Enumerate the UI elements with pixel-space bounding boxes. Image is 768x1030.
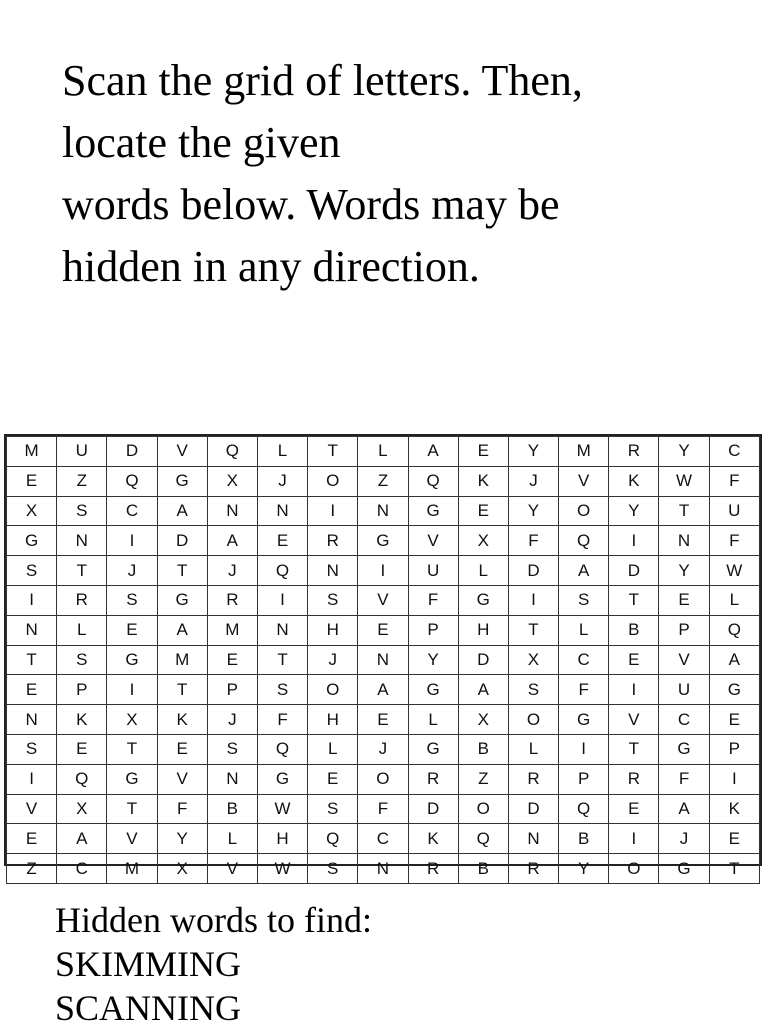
grid-cell[interactable]: A — [157, 615, 207, 645]
grid-cell[interactable]: X — [57, 794, 107, 824]
grid-cell[interactable]: E — [709, 824, 759, 854]
grid-cell[interactable]: Q — [308, 824, 358, 854]
grid-cell[interactable]: E — [709, 705, 759, 735]
grid-cell[interactable]: F — [157, 794, 207, 824]
grid-cell[interactable]: B — [609, 615, 659, 645]
grid-cell[interactable]: S — [107, 585, 157, 615]
grid-cell[interactable]: F — [709, 526, 759, 556]
instruction-line: hidden in any direction. — [62, 242, 480, 291]
word-list-item: SKIMMING — [55, 944, 242, 984]
grid-cell[interactable]: T — [709, 854, 759, 884]
grid-cell[interactable]: C — [659, 705, 709, 735]
letter-grid-table — [6, 436, 760, 884]
grid-cell[interactable]: G — [157, 466, 207, 496]
grid-cell[interactable]: L — [308, 734, 358, 764]
grid-cell[interactable]: U — [408, 556, 458, 586]
grid-cell[interactable]: U — [709, 496, 759, 526]
grid-cell[interactable]: L — [207, 824, 257, 854]
grid-cell[interactable]: Q — [559, 526, 609, 556]
grid-cell[interactable]: R — [609, 437, 659, 467]
grid-cell[interactable]: T — [609, 734, 659, 764]
grid-cell[interactable]: L — [508, 734, 558, 764]
grid-cell[interactable]: Y — [559, 854, 609, 884]
grid-cell[interactable]: V — [207, 854, 257, 884]
grid-cell[interactable]: A — [559, 556, 609, 586]
grid-cell[interactable]: X — [458, 526, 508, 556]
grid-cell[interactable]: E — [7, 675, 57, 705]
grid-cell[interactable]: T — [7, 645, 57, 675]
grid-cell[interactable]: V — [659, 645, 709, 675]
grid-cell[interactable]: N — [207, 496, 257, 526]
grid-cell[interactable]: L — [709, 585, 759, 615]
grid-cell[interactable]: O — [559, 496, 609, 526]
grid-cell[interactable]: A — [157, 496, 207, 526]
grid-row — [7, 615, 760, 645]
grid-cell[interactable]: O — [308, 675, 358, 705]
grid-cell[interactable]: X — [458, 705, 508, 735]
grid-cell[interactable]: S — [559, 585, 609, 615]
grid-cell[interactable]: V — [609, 705, 659, 735]
grid-cell[interactable]: D — [157, 526, 207, 556]
word-search-grid — [4, 434, 762, 878]
grid-cell[interactable]: S — [57, 496, 107, 526]
grid-row — [7, 734, 760, 764]
grid-row — [7, 794, 760, 824]
word-list-items — [55, 942, 372, 1030]
grid-cell[interactable]: G — [358, 526, 408, 556]
grid-cell[interactable]: E — [157, 734, 207, 764]
grid-cell[interactable]: T — [609, 585, 659, 615]
grid-cell[interactable]: Q — [107, 466, 157, 496]
grid-row — [7, 437, 760, 467]
grid-cell[interactable]: O — [458, 794, 508, 824]
grid-cell[interactable]: G — [7, 526, 57, 556]
grid-cell[interactable]: I — [609, 526, 659, 556]
grid-cell[interactable]: A — [709, 645, 759, 675]
grid-cell[interactable]: V — [408, 526, 458, 556]
grid-cell[interactable]: G — [408, 675, 458, 705]
grid-cell[interactable]: Z — [7, 854, 57, 884]
grid-cell[interactable]: G — [559, 705, 609, 735]
letter-grid-body — [7, 437, 760, 884]
grid-cell[interactable]: J — [207, 705, 257, 735]
grid-cell[interactable]: Q — [709, 615, 759, 645]
grid-cell[interactable]: E — [7, 824, 57, 854]
grid-cell[interactable]: Z — [57, 466, 107, 496]
grid-cell[interactable]: H — [458, 615, 508, 645]
grid-cell[interactable]: N — [7, 705, 57, 735]
grid-cell[interactable]: T — [659, 496, 709, 526]
grid-cell[interactable]: T — [157, 675, 207, 705]
grid-cell[interactable]: L — [358, 437, 408, 467]
grid-cell[interactable]: C — [709, 437, 759, 467]
grid-cell[interactable]: Q — [257, 734, 307, 764]
word-list-item: SCANNING — [55, 988, 242, 1028]
grid-row — [7, 645, 760, 675]
grid-cell[interactable]: I — [559, 734, 609, 764]
grid-row — [7, 764, 760, 794]
grid-cell[interactable]: Y — [659, 437, 709, 467]
grid-cell[interactable]: I — [107, 526, 157, 556]
grid-cell[interactable]: O — [508, 705, 558, 735]
grid-cell[interactable]: I — [609, 675, 659, 705]
grid-cell[interactable]: T — [508, 615, 558, 645]
grid-cell[interactable]: P — [57, 675, 107, 705]
grid-cell[interactable]: E — [308, 764, 358, 794]
word-list — [55, 898, 372, 1030]
grid-cell[interactable]: H — [308, 705, 358, 735]
grid-cell[interactable]: F — [659, 764, 709, 794]
grid-cell[interactable]: Y — [157, 824, 207, 854]
grid-cell[interactable]: Y — [508, 496, 558, 526]
grid-cell[interactable]: S — [308, 794, 358, 824]
grid-cell[interactable]: V — [157, 437, 207, 467]
grid-cell[interactable]: N — [257, 496, 307, 526]
grid-cell[interactable]: O — [358, 764, 408, 794]
grid-cell[interactable]: R — [508, 764, 558, 794]
grid-cell[interactable]: E — [257, 526, 307, 556]
grid-cell[interactable]: Q — [458, 824, 508, 854]
grid-cell[interactable]: E — [207, 645, 257, 675]
instructions-text — [62, 50, 702, 298]
grid-cell[interactable]: M — [157, 645, 207, 675]
grid-cell[interactable]: L — [458, 556, 508, 586]
grid-cell[interactable]: E — [358, 705, 408, 735]
grid-cell[interactable]: K — [709, 794, 759, 824]
grid-cell[interactable]: R — [609, 764, 659, 794]
grid-cell[interactable]: V — [107, 824, 157, 854]
grid-cell[interactable]: J — [257, 466, 307, 496]
grid-cell[interactable]: S — [257, 675, 307, 705]
grid-row — [7, 854, 760, 884]
grid-cell[interactable]: T — [257, 645, 307, 675]
grid-cell[interactable]: S — [7, 734, 57, 764]
grid-cell[interactable]: A — [207, 526, 257, 556]
grid-cell[interactable]: X — [508, 645, 558, 675]
grid-cell[interactable]: S — [7, 556, 57, 586]
grid-cell[interactable]: E — [57, 734, 107, 764]
grid-cell[interactable]: F — [358, 794, 408, 824]
grid-cell[interactable]: N — [358, 645, 408, 675]
grid-cell[interactable]: M — [559, 437, 609, 467]
grid-cell[interactable]: H — [308, 615, 358, 645]
grid-row — [7, 675, 760, 705]
grid-cell[interactable]: J — [207, 556, 257, 586]
grid-cell[interactable]: V — [358, 585, 408, 615]
grid-cell[interactable]: D — [508, 794, 558, 824]
grid-cell[interactable]: Q — [57, 764, 107, 794]
grid-cell[interactable]: A — [358, 675, 408, 705]
grid-cell[interactable]: I — [257, 585, 307, 615]
grid-cell[interactable]: S — [57, 645, 107, 675]
grid-cell[interactable]: I — [358, 556, 408, 586]
grid-cell[interactable]: D — [408, 794, 458, 824]
grid-cell[interactable]: C — [57, 854, 107, 884]
grid-cell[interactable]: F — [559, 675, 609, 705]
grid-cell[interactable]: G — [408, 496, 458, 526]
instruction-line: words below. Words may be — [62, 180, 560, 229]
grid-cell[interactable]: Q — [207, 437, 257, 467]
grid-cell[interactable]: J — [107, 556, 157, 586]
grid-cell[interactable]: R — [408, 764, 458, 794]
grid-cell[interactable]: G — [659, 854, 709, 884]
grid-cell[interactable]: A — [408, 437, 458, 467]
grid-cell[interactable]: N — [57, 526, 107, 556]
grid-cell[interactable]: Z — [458, 764, 508, 794]
grid-cell[interactable]: E — [458, 496, 508, 526]
grid-cell[interactable]: I — [609, 824, 659, 854]
grid-cell[interactable]: P — [408, 615, 458, 645]
grid-cell[interactable]: R — [308, 526, 358, 556]
grid-cell[interactable]: W — [257, 854, 307, 884]
grid-cell[interactable]: D — [609, 556, 659, 586]
grid-cell[interactable]: G — [257, 764, 307, 794]
grid-cell[interactable]: B — [458, 854, 508, 884]
grid-cell[interactable]: D — [107, 437, 157, 467]
grid-cell[interactable]: B — [559, 824, 609, 854]
grid-cell[interactable]: M — [7, 437, 57, 467]
grid-cell[interactable]: R — [408, 854, 458, 884]
grid-cell[interactable]: J — [358, 734, 408, 764]
grid-cell[interactable]: N — [358, 496, 408, 526]
grid-cell[interactable]: T — [107, 794, 157, 824]
grid-cell[interactable]: S — [308, 585, 358, 615]
grid-cell[interactable]: F — [408, 585, 458, 615]
grid-cell[interactable]: P — [207, 675, 257, 705]
grid-cell[interactable]: E — [609, 645, 659, 675]
grid-row — [7, 466, 760, 496]
grid-cell[interactable]: Z — [358, 466, 408, 496]
grid-cell[interactable]: B — [207, 794, 257, 824]
grid-cell[interactable]: I — [508, 585, 558, 615]
grid-cell[interactable]: Q — [559, 794, 609, 824]
grid-cell[interactable]: M — [107, 854, 157, 884]
grid-cell[interactable]: Y — [408, 645, 458, 675]
instruction-line: locate the given — [62, 118, 341, 167]
grid-cell[interactable]: W — [709, 556, 759, 586]
grid-cell[interactable]: V — [157, 764, 207, 794]
grid-cell[interactable]: E — [7, 466, 57, 496]
grid-cell[interactable]: I — [107, 675, 157, 705]
grid-cell[interactable]: T — [157, 556, 207, 586]
grid-cell[interactable]: N — [358, 854, 408, 884]
grid-cell[interactable]: P — [659, 615, 709, 645]
grid-cell[interactable]: C — [358, 824, 408, 854]
grid-cell[interactable]: K — [458, 466, 508, 496]
grid-cell[interactable]: T — [107, 734, 157, 764]
grid-cell[interactable]: E — [107, 615, 157, 645]
grid-cell[interactable]: A — [659, 794, 709, 824]
grid-cell[interactable]: N — [308, 556, 358, 586]
grid-cell[interactable]: H — [257, 824, 307, 854]
grid-cell[interactable]: B — [458, 734, 508, 764]
grid-cell[interactable]: T — [57, 556, 107, 586]
grid-cell[interactable]: N — [659, 526, 709, 556]
instruction-line: Scan the grid of letters. Then, — [62, 56, 583, 105]
grid-cell[interactable]: W — [659, 466, 709, 496]
grid-cell[interactable]: X — [7, 496, 57, 526]
grid-cell[interactable]: G — [408, 734, 458, 764]
grid-cell[interactable]: R — [508, 854, 558, 884]
grid-cell[interactable]: N — [257, 615, 307, 645]
word-list-heading: Hidden words to find: — [55, 900, 372, 940]
grid-cell[interactable]: G — [107, 764, 157, 794]
grid-cell[interactable]: E — [358, 615, 408, 645]
grid-cell[interactable]: L — [559, 615, 609, 645]
grid-cell[interactable]: J — [659, 824, 709, 854]
grid-cell[interactable]: Q — [257, 556, 307, 586]
grid-cell[interactable]: U — [57, 437, 107, 467]
grid-cell[interactable]: G — [659, 734, 709, 764]
grid-cell[interactable]: C — [107, 496, 157, 526]
grid-cell[interactable]: G — [709, 675, 759, 705]
grid-cell[interactable]: Y — [659, 556, 709, 586]
grid-cell[interactable]: P — [709, 734, 759, 764]
grid-cell[interactable]: Y — [609, 496, 659, 526]
grid-row — [7, 705, 760, 735]
grid-cell[interactable]: A — [57, 824, 107, 854]
grid-cell[interactable]: Q — [408, 466, 458, 496]
grid-cell[interactable]: R — [207, 585, 257, 615]
grid-cell[interactable]: K — [609, 466, 659, 496]
grid-cell[interactable]: V — [559, 466, 609, 496]
grid-cell[interactable]: N — [508, 824, 558, 854]
grid-cell[interactable]: A — [458, 675, 508, 705]
grid-cell[interactable]: T — [308, 437, 358, 467]
grid-cell[interactable]: I — [7, 585, 57, 615]
grid-cell[interactable]: Y — [508, 437, 558, 467]
grid-cell[interactable]: L — [57, 615, 107, 645]
grid-cell[interactable]: U — [659, 675, 709, 705]
grid-cell[interactable]: G — [458, 585, 508, 615]
grid-cell[interactable]: W — [257, 794, 307, 824]
grid-cell[interactable]: S — [308, 854, 358, 884]
grid-cell[interactable]: D — [458, 645, 508, 675]
grid-row — [7, 526, 760, 556]
grid-cell[interactable]: J — [508, 466, 558, 496]
grid-cell[interactable]: P — [559, 764, 609, 794]
grid-cell[interactable]: J — [308, 645, 358, 675]
grid-cell[interactable]: X — [207, 466, 257, 496]
grid-cell[interactable]: K — [408, 824, 458, 854]
grid-row — [7, 496, 760, 526]
grid-cell[interactable]: S — [207, 734, 257, 764]
grid-row — [7, 556, 760, 586]
grid-row — [7, 585, 760, 615]
grid-cell[interactable]: O — [609, 854, 659, 884]
grid-cell[interactable]: F — [709, 466, 759, 496]
grid-cell[interactable]: O — [308, 466, 358, 496]
grid-cell[interactable]: E — [458, 437, 508, 467]
grid-cell[interactable]: K — [157, 705, 207, 735]
grid-cell[interactable]: E — [609, 794, 659, 824]
grid-cell[interactable]: K — [57, 705, 107, 735]
grid-cell[interactable]: I — [7, 764, 57, 794]
grid-cell[interactable]: I — [308, 496, 358, 526]
grid-cell[interactable]: G — [157, 585, 207, 615]
grid-cell[interactable]: X — [107, 705, 157, 735]
grid-cell[interactable]: N — [7, 615, 57, 645]
grid-cell[interactable]: M — [207, 615, 257, 645]
grid-row — [7, 824, 760, 854]
grid-cell[interactable]: F — [257, 705, 307, 735]
grid-cell[interactable]: C — [559, 645, 609, 675]
grid-cell[interactable]: L — [257, 437, 307, 467]
grid-cell[interactable]: R — [57, 585, 107, 615]
grid-cell[interactable]: I — [709, 764, 759, 794]
grid-cell[interactable]: G — [107, 645, 157, 675]
grid-cell[interactable]: D — [508, 556, 558, 586]
grid-cell[interactable]: E — [659, 585, 709, 615]
grid-cell[interactable]: X — [157, 854, 207, 884]
grid-cell[interactable]: F — [508, 526, 558, 556]
grid-cell[interactable]: S — [508, 675, 558, 705]
grid-cell[interactable]: N — [207, 764, 257, 794]
grid-cell[interactable]: V — [7, 794, 57, 824]
grid-cell[interactable]: L — [408, 705, 458, 735]
